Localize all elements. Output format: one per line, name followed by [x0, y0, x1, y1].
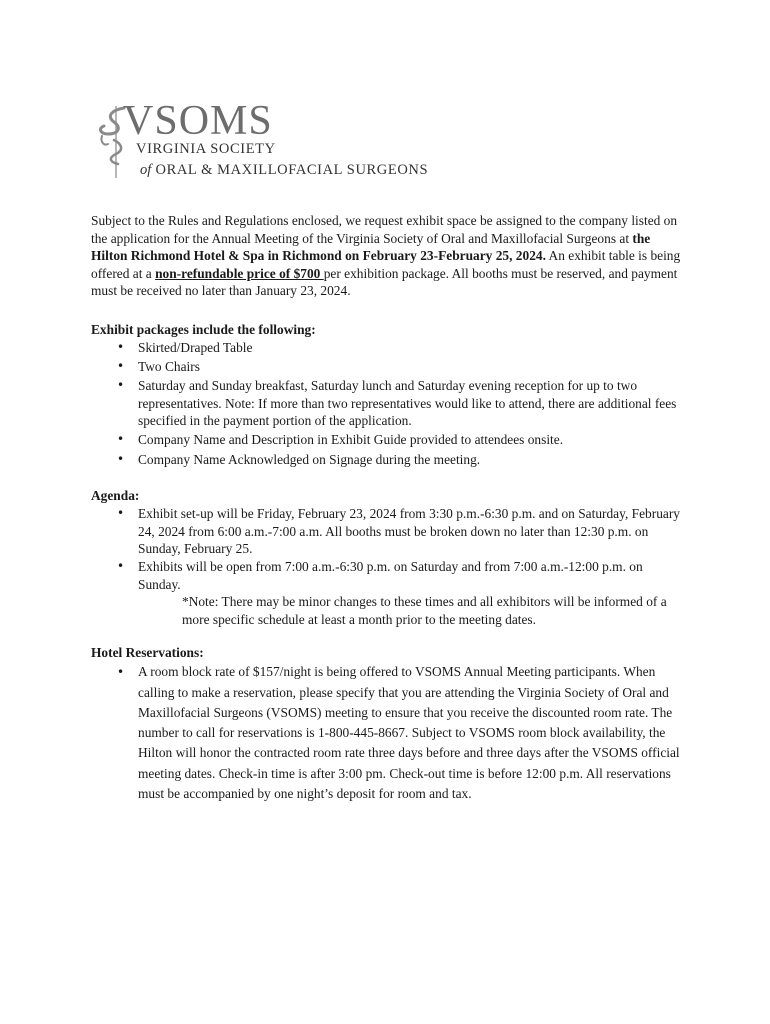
packages-section [91, 321, 681, 468]
intro-paragraph [91, 212, 681, 300]
list-item: • Skirted/Draped Table [91, 339, 681, 357]
intro-price: non-refundable price of $700 [155, 265, 324, 281]
list-item: • Company Name and Description in Exhibit Guide provided to attendees onsite. [91, 431, 681, 449]
hotel-heading: Hotel Reservations: [91, 645, 204, 661]
list-item-text: Exhibits will be open from 7:00 a.m.-6:30 p.m. on Saturday and from 7:00 a.m.-12:00 p.m. on Sunday. [138, 558, 643, 592]
list-item [91, 558, 681, 628]
logo-subtitle-prefix: of [140, 162, 152, 178]
agenda-note: *Note: There may be minor changes to these times and all exhibitors will be informed of a more specific schedule at least a month prior to the meeting dates. [182, 594, 667, 627]
list-item: • A room block rate of $157/night is being offered to VSOMS Annual Meeting participants. When calling to make a reservation, please specify that you are attending the Virginia Society of Oral and Maxillofacial Surgeons (VSOMS) meeting to ensure that you receive the discounted room rate. The number to call for reservations is 1-800-445-8667. Subject to VSOMS room block availability, the Hilton will honor the contracted room rate three days before and three days after the VSOMS official meeting dates. Check-in time is after 3:00 pm. Check-out time is before 12:00 p.m. All reservations must be accompanied by one night’s deposit for room and tax. [91, 662, 681, 804]
packages-list [91, 339, 681, 468]
list-item: • Two Chairs [91, 358, 681, 376]
list-item: • Company Name Acknowledged on Signage during the meeting. [91, 451, 681, 469]
intro-text-2: An exhibit table is being offered at a [91, 248, 681, 281]
vsoms-logo [94, 100, 454, 180]
logo-subtitle-main: ORAL & MAXILLOFACIAL SURGEONS [155, 162, 429, 178]
hotel-list [91, 662, 681, 804]
logo-subtitle-line1: VIRGINIA SOCIETY [136, 141, 276, 157]
agenda-heading: Agenda: [91, 488, 140, 504]
intro-text-3: per exhibition package. All booths must be reserved, and payment must be received no later than January 23, 2024. [91, 265, 678, 299]
hotel-section [91, 644, 681, 804]
intro-text-1: Subject to the Rules and Regulations enclosed, we request exhibit space be assigned to the company listed on the application for the Annual Meeting of the Virginia Society of Oral and Maxillofacial Surgeons at [91, 213, 678, 246]
document-body [91, 212, 681, 804]
list-item: • Saturday and Sunday breakfast, Saturday lunch and Saturday evening reception for up to two representatives. Note: If more than two representatives would like to attend, there are additional fees specified in the payment portion of the application. [91, 377, 681, 430]
intro-venue-dates: the Hilton Richmond Hotel & Spa in Richmond on February 23-February 25, 2024. [91, 230, 651, 264]
logo-title: VSOMS [123, 98, 273, 144]
agenda-section [91, 487, 681, 628]
packages-heading: Exhibit packages include the following: [91, 321, 316, 337]
list-item: • Exhibit set-up will be Friday, February 23, 2024 from 3:30 p.m.-6:30 p.m. and on Saturday, February 24, 2024 from 6:00 a.m.-7:00 a.m. All booths must be broken down no later than 12:30 p.m. on Sunday, February 25. [91, 505, 681, 558]
logo-subtitle-line2 [140, 161, 428, 179]
agenda-list [91, 505, 681, 628]
